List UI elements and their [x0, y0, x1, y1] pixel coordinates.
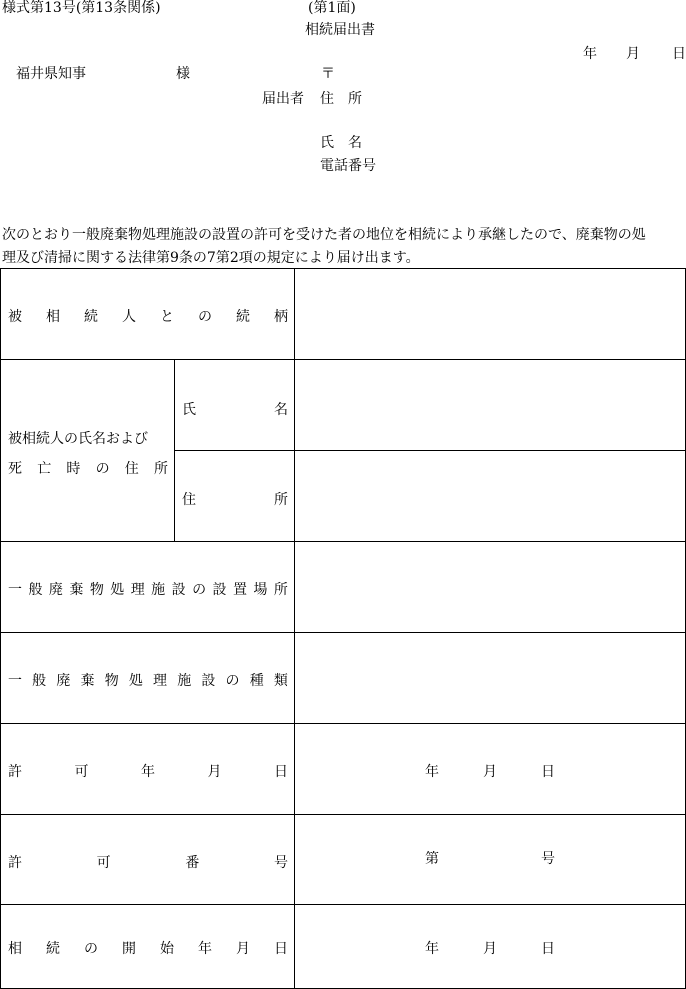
decedent-name-value-cell[interactable] — [295, 360, 685, 450]
label-char: 設 — [201, 673, 216, 689]
decedent-address-label — [182, 489, 288, 509]
page-label: (第1面) — [308, 0, 356, 16]
row-divider — [0, 723, 686, 724]
postal-mark: 〒 — [321, 66, 335, 82]
label-char: 一 — [8, 673, 22, 689]
label-char: の — [192, 582, 207, 598]
label-char: 施 — [151, 582, 166, 598]
notification-form-table — [0, 268, 686, 989]
label-char: 許 — [8, 764, 22, 780]
label-char: 月 — [483, 941, 497, 957]
decedent-label-line-2 — [8, 458, 168, 478]
label-char: 時 — [66, 461, 81, 477]
addressee: 福井県知事 — [16, 66, 86, 82]
label-char: 月 — [207, 764, 222, 780]
body-text-line-1: 次のとおり一般廃棄物処理施設の設置の許可を受けた者の地位を相続により承継したので、廃棄物の処 — [2, 227, 646, 243]
label-char: 開 — [122, 941, 136, 957]
label-char: 番 — [185, 855, 200, 871]
label-char: 年 — [141, 764, 155, 780]
label-char: 住 — [124, 461, 139, 477]
relationship-label — [8, 306, 288, 326]
label-char: 名 — [274, 402, 288, 418]
permit-date-label — [8, 761, 288, 781]
label-char: 処 — [110, 582, 125, 598]
label-char: 物 — [89, 582, 104, 598]
label-char: 設 — [171, 582, 186, 598]
body-text-line-2: 理及び清掃に関する法律第9条の7第2項の規定により届け出ます。 — [2, 250, 420, 266]
label-char: 廃 — [56, 673, 71, 689]
label-char: 相 — [8, 941, 22, 957]
column-divider — [174, 359, 175, 541]
label-char: 相 — [46, 309, 60, 325]
label-char: 一 — [8, 582, 22, 598]
permit-number-label — [8, 852, 288, 872]
label-char: 氏 — [182, 402, 196, 418]
label-char: 亡 — [37, 461, 52, 477]
label-char: 年 — [198, 941, 212, 957]
label-char: 棄 — [80, 673, 95, 689]
label-char: 棄 — [69, 582, 84, 598]
permit-number-suffix: 号 — [541, 851, 555, 867]
label-char: 置 — [232, 582, 247, 598]
label-char: 種 — [249, 673, 264, 689]
notifier-label: 届出者 — [262, 91, 304, 107]
notifier-phone-label: 電話番号 — [320, 158, 376, 174]
permit-date-value[interactable] — [425, 761, 555, 781]
label-char: 処 — [128, 673, 143, 689]
label-char: 日 — [274, 941, 288, 957]
label-char: 廃 — [48, 582, 63, 598]
label-char: 施 — [177, 673, 192, 689]
label-char: 住 — [182, 492, 196, 508]
label-char: 可 — [74, 764, 89, 780]
label-char: 続 — [236, 309, 250, 325]
label-char: 般 — [32, 673, 47, 689]
notifier-address-label: 住所 — [320, 91, 376, 107]
decedent-label-line-1: 被相続人の氏名および — [8, 431, 148, 447]
label-char: 被 — [8, 309, 22, 325]
row-divider — [0, 904, 686, 905]
label-char: の — [198, 309, 212, 325]
label-char: 日 — [541, 764, 555, 780]
label-char: 所 — [153, 461, 168, 477]
inheritance-date-label — [8, 938, 288, 958]
label-char: 可 — [96, 855, 111, 871]
label-char: 設 — [212, 582, 227, 598]
label-char: と — [160, 309, 174, 325]
label-char: の — [84, 941, 98, 957]
label-char: 人 — [122, 309, 136, 325]
label-char: 場 — [253, 582, 268, 598]
facility-location-value-cell[interactable] — [295, 542, 685, 632]
row-divider — [0, 814, 686, 815]
decedent-name-label — [182, 399, 288, 419]
label-char: 続 — [46, 941, 60, 957]
form-number: 様式第13号(第13条関係) — [2, 0, 161, 16]
date-year-label: 年 — [583, 46, 597, 62]
label-char: 号 — [273, 855, 288, 871]
label-char: 所 — [274, 492, 288, 508]
table-border-left — [0, 268, 1, 989]
facility-type-value-cell[interactable] — [295, 633, 685, 723]
document-title: 相続届出書 — [305, 22, 375, 38]
label-char: 柄 — [274, 309, 288, 325]
facility-type-label — [8, 670, 288, 690]
honorific: 様 — [176, 66, 190, 82]
label-char: 月 — [236, 941, 250, 957]
label-char: 続 — [84, 309, 98, 325]
label-char: 日 — [274, 764, 288, 780]
label-char: 類 — [273, 673, 288, 689]
label-char: 理 — [153, 673, 168, 689]
label-char: 所 — [273, 582, 288, 598]
label-char: 般 — [28, 582, 43, 598]
decedent-address-value-cell[interactable] — [295, 451, 685, 541]
label-char: 始 — [160, 941, 174, 957]
date-month-label: 月 — [626, 46, 640, 62]
label-char: 理 — [130, 582, 145, 598]
label-char: 月 — [483, 764, 497, 780]
facility-location-label — [8, 579, 288, 599]
label-char: の — [225, 673, 240, 689]
relationship-value-cell[interactable] — [295, 269, 685, 359]
label-char: の — [95, 461, 110, 477]
date-day-label: 日 — [672, 46, 686, 62]
inheritance-date-value[interactable] — [425, 938, 555, 958]
label-char: 年 — [425, 941, 439, 957]
label-char: 物 — [104, 673, 119, 689]
label-char: 死 — [8, 461, 22, 477]
notifier-name-label: 氏名 — [320, 135, 376, 151]
label-char: 日 — [541, 941, 555, 957]
label-char: 許 — [8, 855, 22, 871]
permit-number-prefix: 第 — [425, 851, 439, 867]
label-char: 年 — [425, 764, 439, 780]
